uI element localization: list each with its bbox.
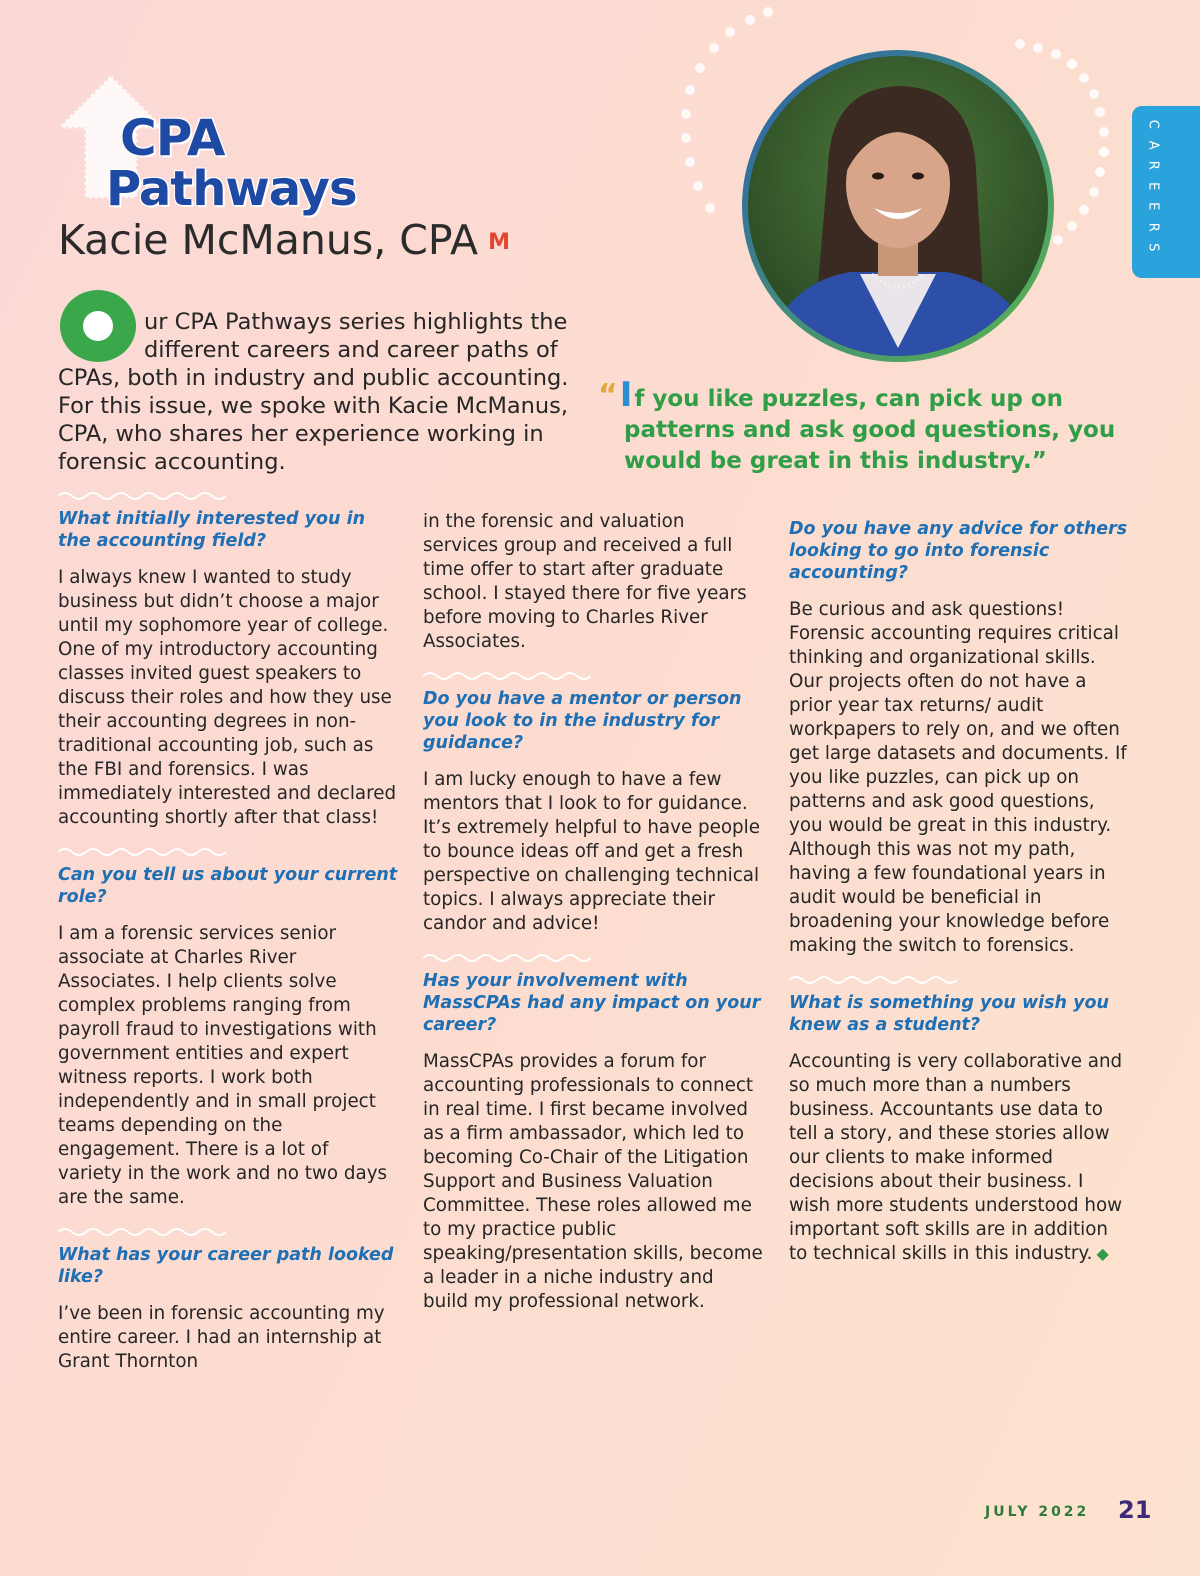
page-title-line2: Pathways (106, 161, 357, 217)
pull-quote (598, 375, 1118, 477)
section-tab-label: C A R E E R S (1145, 119, 1161, 252)
squiggle-divider (58, 1226, 226, 1238)
intro-paragraph (58, 308, 588, 476)
squiggle-divider (423, 952, 591, 964)
author-mark: M (488, 230, 510, 255)
question-heading: Has your involvement with MassCPAs had any impact on your career? (423, 971, 761, 1035)
answer-paragraph: I am a forensic services senior associate at Charles River Associates. I help clients solve complex problems ranging from payroll fraud to investigations with government entities and expert witness reports. I work both independently and in small project teams depending on the engagement. There is a lot of variety in the work and no two days are the same. (58, 923, 388, 1208)
article-column-3 (789, 518, 1129, 1282)
question-heading: Can you tell us about your current role? (58, 865, 398, 907)
question-heading: What initially interested you in the accounting field? (58, 509, 366, 551)
question-heading: What is something you wish you knew as a student? (789, 993, 1109, 1035)
squiggle-divider (58, 846, 226, 858)
issue-date: JULY 2022 (985, 1504, 1090, 1520)
intro-text: ur CPA Pathways series highlights the different careers and career paths of CPAs, both in industry and public accounting. For this issue, we spoke with Kacie McManus, CPA, who shares her experience working in forensic accounting. (58, 309, 569, 475)
page-title-line1: CPA (120, 109, 225, 167)
question-heading: Do you have a mentor or person you look to in the industry for guidance? (423, 689, 742, 753)
page-number: 21 (1118, 1496, 1152, 1524)
squiggle-divider (789, 974, 957, 986)
author-name-text: Kacie McManus, CPA (58, 216, 479, 264)
squiggle-divider (58, 490, 226, 502)
dropcap-o (58, 288, 138, 364)
quote-line-3: would be great in this industry.” (624, 448, 1047, 474)
article-column-2 (423, 510, 763, 1330)
question-heading: Do you have any advice for others looking to go into forensic accounting? (789, 519, 1128, 583)
end-mark-icon: ◆ (1096, 1244, 1109, 1263)
answer-paragraph: in the forensic and valuation services group and received a full time offer to start after graduate school. I stayed there for five years before moving to Charles River Associates. (423, 511, 747, 652)
answer-paragraph: I am lucky enough to have a few mentors that I look to for guidance. It’s extremely helpful to have people to bounce ideas off and get a fresh perspective on challenging technical topics. I always appreciate their candor and advice! (423, 769, 760, 934)
article-column-1 (58, 490, 398, 1390)
quote-line-2: patterns and ask good questions, you (624, 417, 1116, 443)
quote-open-mark: “ (598, 378, 618, 413)
answer-paragraph (789, 1050, 1129, 1266)
author-photo (740, 48, 1056, 364)
answer-paragraph: I always knew I wanted to study business but didn’t choose a major until my sophomore year of college. One of my introductory accounting classes invited guest speakers to discuss their roles and how they use their accounting degrees in non-traditional accounting job, such as the FBI and forensics. I was immediately interested and declared accounting shortly after that class! (58, 567, 397, 828)
answer-paragraph: I’ve been in forensic accounting my entire career. I had an internship at Grant Thornton (58, 1303, 385, 1372)
squiggle-divider (423, 670, 591, 682)
answer-paragraph: MassCPAs provides a forum for accounting professionals to connect in real time. I first became involved as a firm ambassador, which led to becoming Co-Chair of the Litigation Support and Business Valuation Committee. These roles allowed me to my practice public speaking/presentation skills, become a leader in a niche industry and build my professional network. (423, 1051, 763, 1312)
quote-line-1: f you like puzzles, can pick up on (634, 386, 1063, 412)
quote-first-letter: I (619, 375, 633, 415)
author-name (58, 214, 510, 269)
question-heading: What has your career path looked like? (58, 1245, 394, 1287)
answer-paragraph: Be curious and ask questions! Forensic accounting requires critical thinking and organizational skills. Our projects often do not have a prior year tax returns/ audit workpapers to rely on, and we often get large datasets and documents. If you like puzzles, can pick up on patterns and ask good questions, you would be great in this industry. Although this was not my path, having a few foundational years in audit would be beneficial in broadening your knowledge before making the switch to forensics. (789, 599, 1127, 956)
answer-text: Accounting is very collaborative and so much more than a numbers business. Accountants use data to tell a story, and these stories allow our clients to make informed decisions about their business. I wish more students understood how important soft skills are in addition to technical skills in this industry. (789, 1051, 1123, 1264)
